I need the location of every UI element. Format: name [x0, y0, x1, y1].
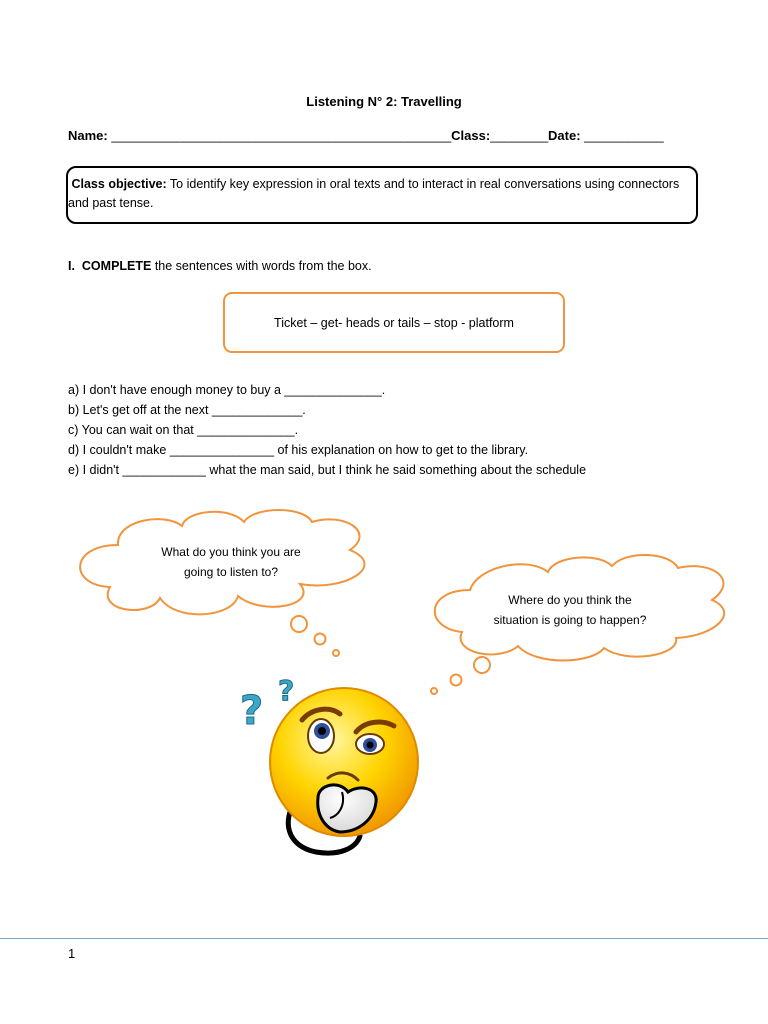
right-bubble-line: situation is going to happen? — [493, 613, 647, 627]
exercise-instruction-text: the sentences with words from the box. — [151, 259, 372, 273]
right-bubble-line: Where do you think the — [508, 593, 632, 607]
date-label: Date: — [548, 128, 581, 143]
name-label: Name: — [68, 128, 108, 143]
left-bubble-line: going to listen to? — [183, 565, 279, 579]
svg-text:?: ? — [240, 688, 264, 734]
class-blank: ________ — [490, 128, 549, 143]
page-number: 1 — [68, 946, 76, 961]
sentence-item: b) Let's get off at the next _____________. — [68, 403, 306, 417]
word-box-text: Ticket – get- heads or tails – stop - platform — [274, 315, 514, 330]
right-bubble-text — [470, 590, 670, 630]
name-blank: _______________________________________________ — [107, 128, 452, 143]
objective-description: To identify key expression in oral texts and to interact in real conversations using connectors and past tense. — [68, 177, 680, 210]
left-thought-dots — [291, 616, 339, 656]
sentence-item: a) I don't have enough money to buy a ______________. — [68, 383, 386, 397]
worksheet-title: Listening N° 2: Travelling — [306, 94, 462, 109]
date-blank: ___________ — [580, 128, 664, 143]
left-bubble-line: What do you think you are — [161, 545, 301, 559]
right-thought-dots — [431, 657, 490, 694]
class-label: Class: — [451, 128, 491, 143]
thinking-face-icon — [270, 688, 418, 853]
exercise-number: I. — [68, 259, 75, 273]
sentence-item: e) I didn't ____________ what the man said, but I think he said something about the schedule — [68, 463, 587, 477]
sentence-item: d) I couldn't make _______________ of his explanation on how to get to the library. — [68, 443, 529, 457]
footer-rule — [0, 938, 768, 939]
objective-label: Class objective: — [71, 177, 167, 191]
exercise-verb: COMPLETE — [81, 259, 152, 273]
sentence-item: c) You can wait on that ______________. — [68, 423, 299, 437]
left-bubble-text — [128, 542, 334, 582]
svg-text:?: ? — [278, 674, 295, 707]
